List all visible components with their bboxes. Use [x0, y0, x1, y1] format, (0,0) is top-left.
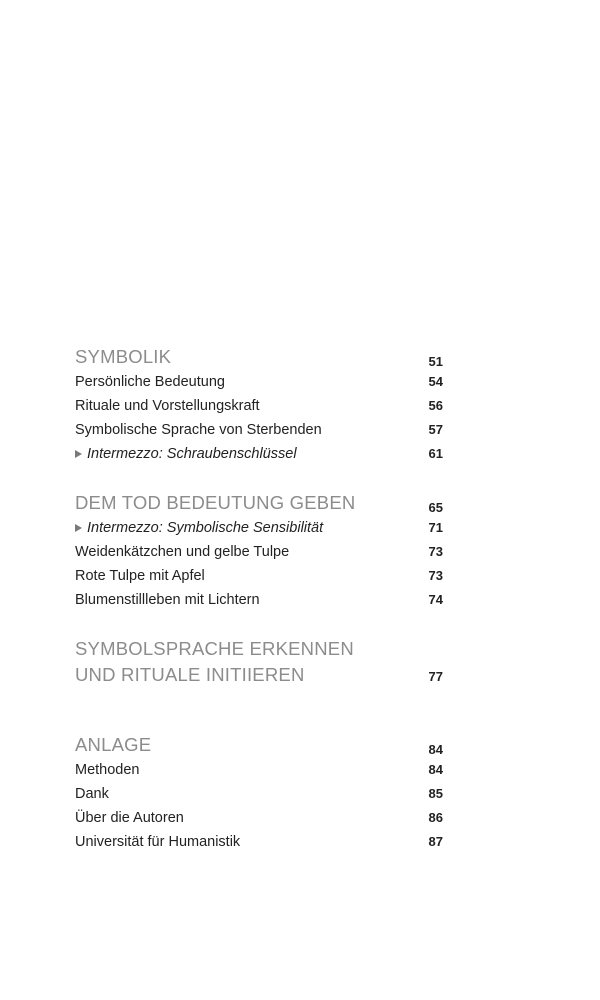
toc-entry[interactable] [75, 370, 443, 394]
section-heading [75, 636, 354, 688]
page-number: 86 [428, 810, 443, 825]
entry-label: Intermezzo: Schraubenschlüssel [87, 446, 297, 462]
page-number: 77 [428, 669, 443, 684]
entry-label: Über die Autoren [75, 810, 184, 826]
entry-label: Symbolische Sprache von Sterbenden [75, 422, 322, 438]
toc-heading-row[interactable] [75, 732, 443, 758]
toc-entry[interactable] [75, 806, 443, 830]
toc-entry[interactable] [75, 588, 443, 612]
section-heading [75, 344, 171, 370]
toc-section-symbolik [75, 344, 443, 466]
section-spacer [75, 466, 443, 490]
toc-entry[interactable] [75, 830, 443, 854]
toc-heading-row[interactable] [75, 490, 443, 516]
page-number: 51 [428, 354, 443, 369]
section-spacer [75, 688, 443, 732]
entry-label: Rituale und Vorstellungskraft [75, 398, 260, 414]
page-number: 71 [428, 520, 443, 535]
entry-label: Intermezzo: Symbolische Sensibilität [87, 520, 324, 536]
triangle-right-icon [75, 524, 82, 532]
page-number: 84 [428, 762, 443, 777]
page-number: 84 [428, 742, 443, 757]
page-number: 87 [428, 834, 443, 849]
page-number: 65 [428, 500, 443, 515]
intermezzo-entry-label-wrap [75, 517, 323, 540]
section-heading-line: SYMBOLSPRACHE ERKENNEN [75, 638, 354, 659]
toc-entry[interactable] [75, 782, 443, 806]
table-of-contents [75, 344, 443, 854]
section-heading [75, 732, 151, 758]
entry-label: Dank [75, 786, 109, 802]
toc-section-symbolsprache [75, 636, 443, 688]
entry-label: Universität für Humanistik [75, 834, 241, 850]
section-spacer [75, 612, 443, 636]
toc-entry[interactable] [75, 540, 443, 564]
toc-entry-intermezzo[interactable] [75, 442, 443, 466]
toc-entry[interactable] [75, 418, 443, 442]
toc-entry[interactable] [75, 564, 443, 588]
section-heading-line: DEM TOD BEDEUTUNG GEBEN [75, 492, 356, 513]
toc-heading-row[interactable] [75, 344, 443, 370]
toc-entry[interactable] [75, 394, 443, 418]
entry-label: Blumenstillleben mit Lichtern [75, 592, 260, 608]
page-number: 73 [428, 568, 443, 583]
triangle-right-icon [75, 450, 82, 458]
toc-section-dem-tod [75, 490, 443, 612]
page-number: 56 [428, 398, 443, 413]
toc-heading-row[interactable] [75, 636, 443, 688]
section-heading-line: UND RITUALE INITIIEREN [75, 664, 305, 685]
entry-label: Methoden [75, 762, 140, 778]
page-number: 61 [428, 446, 443, 461]
intermezzo-entry-label-wrap [75, 443, 297, 466]
page-number: 74 [428, 592, 443, 607]
entry-label: Persönliche Bedeutung [75, 374, 225, 390]
entry-label: Weidenkätzchen und gelbe Tulpe [75, 544, 290, 560]
toc-section-anlage [75, 732, 443, 854]
entry-label: Rote Tulpe mit Apfel [75, 568, 205, 584]
toc-entry[interactable] [75, 758, 443, 782]
page-number: 73 [428, 544, 443, 559]
page-number: 85 [428, 786, 443, 801]
section-heading-line: SYMBOLIK [75, 346, 172, 367]
section-heading-line: ANLAGE [75, 734, 152, 755]
page-number: 57 [428, 422, 443, 437]
page-number: 54 [428, 374, 443, 389]
section-heading [75, 490, 355, 516]
toc-entry-intermezzo[interactable] [75, 516, 443, 540]
